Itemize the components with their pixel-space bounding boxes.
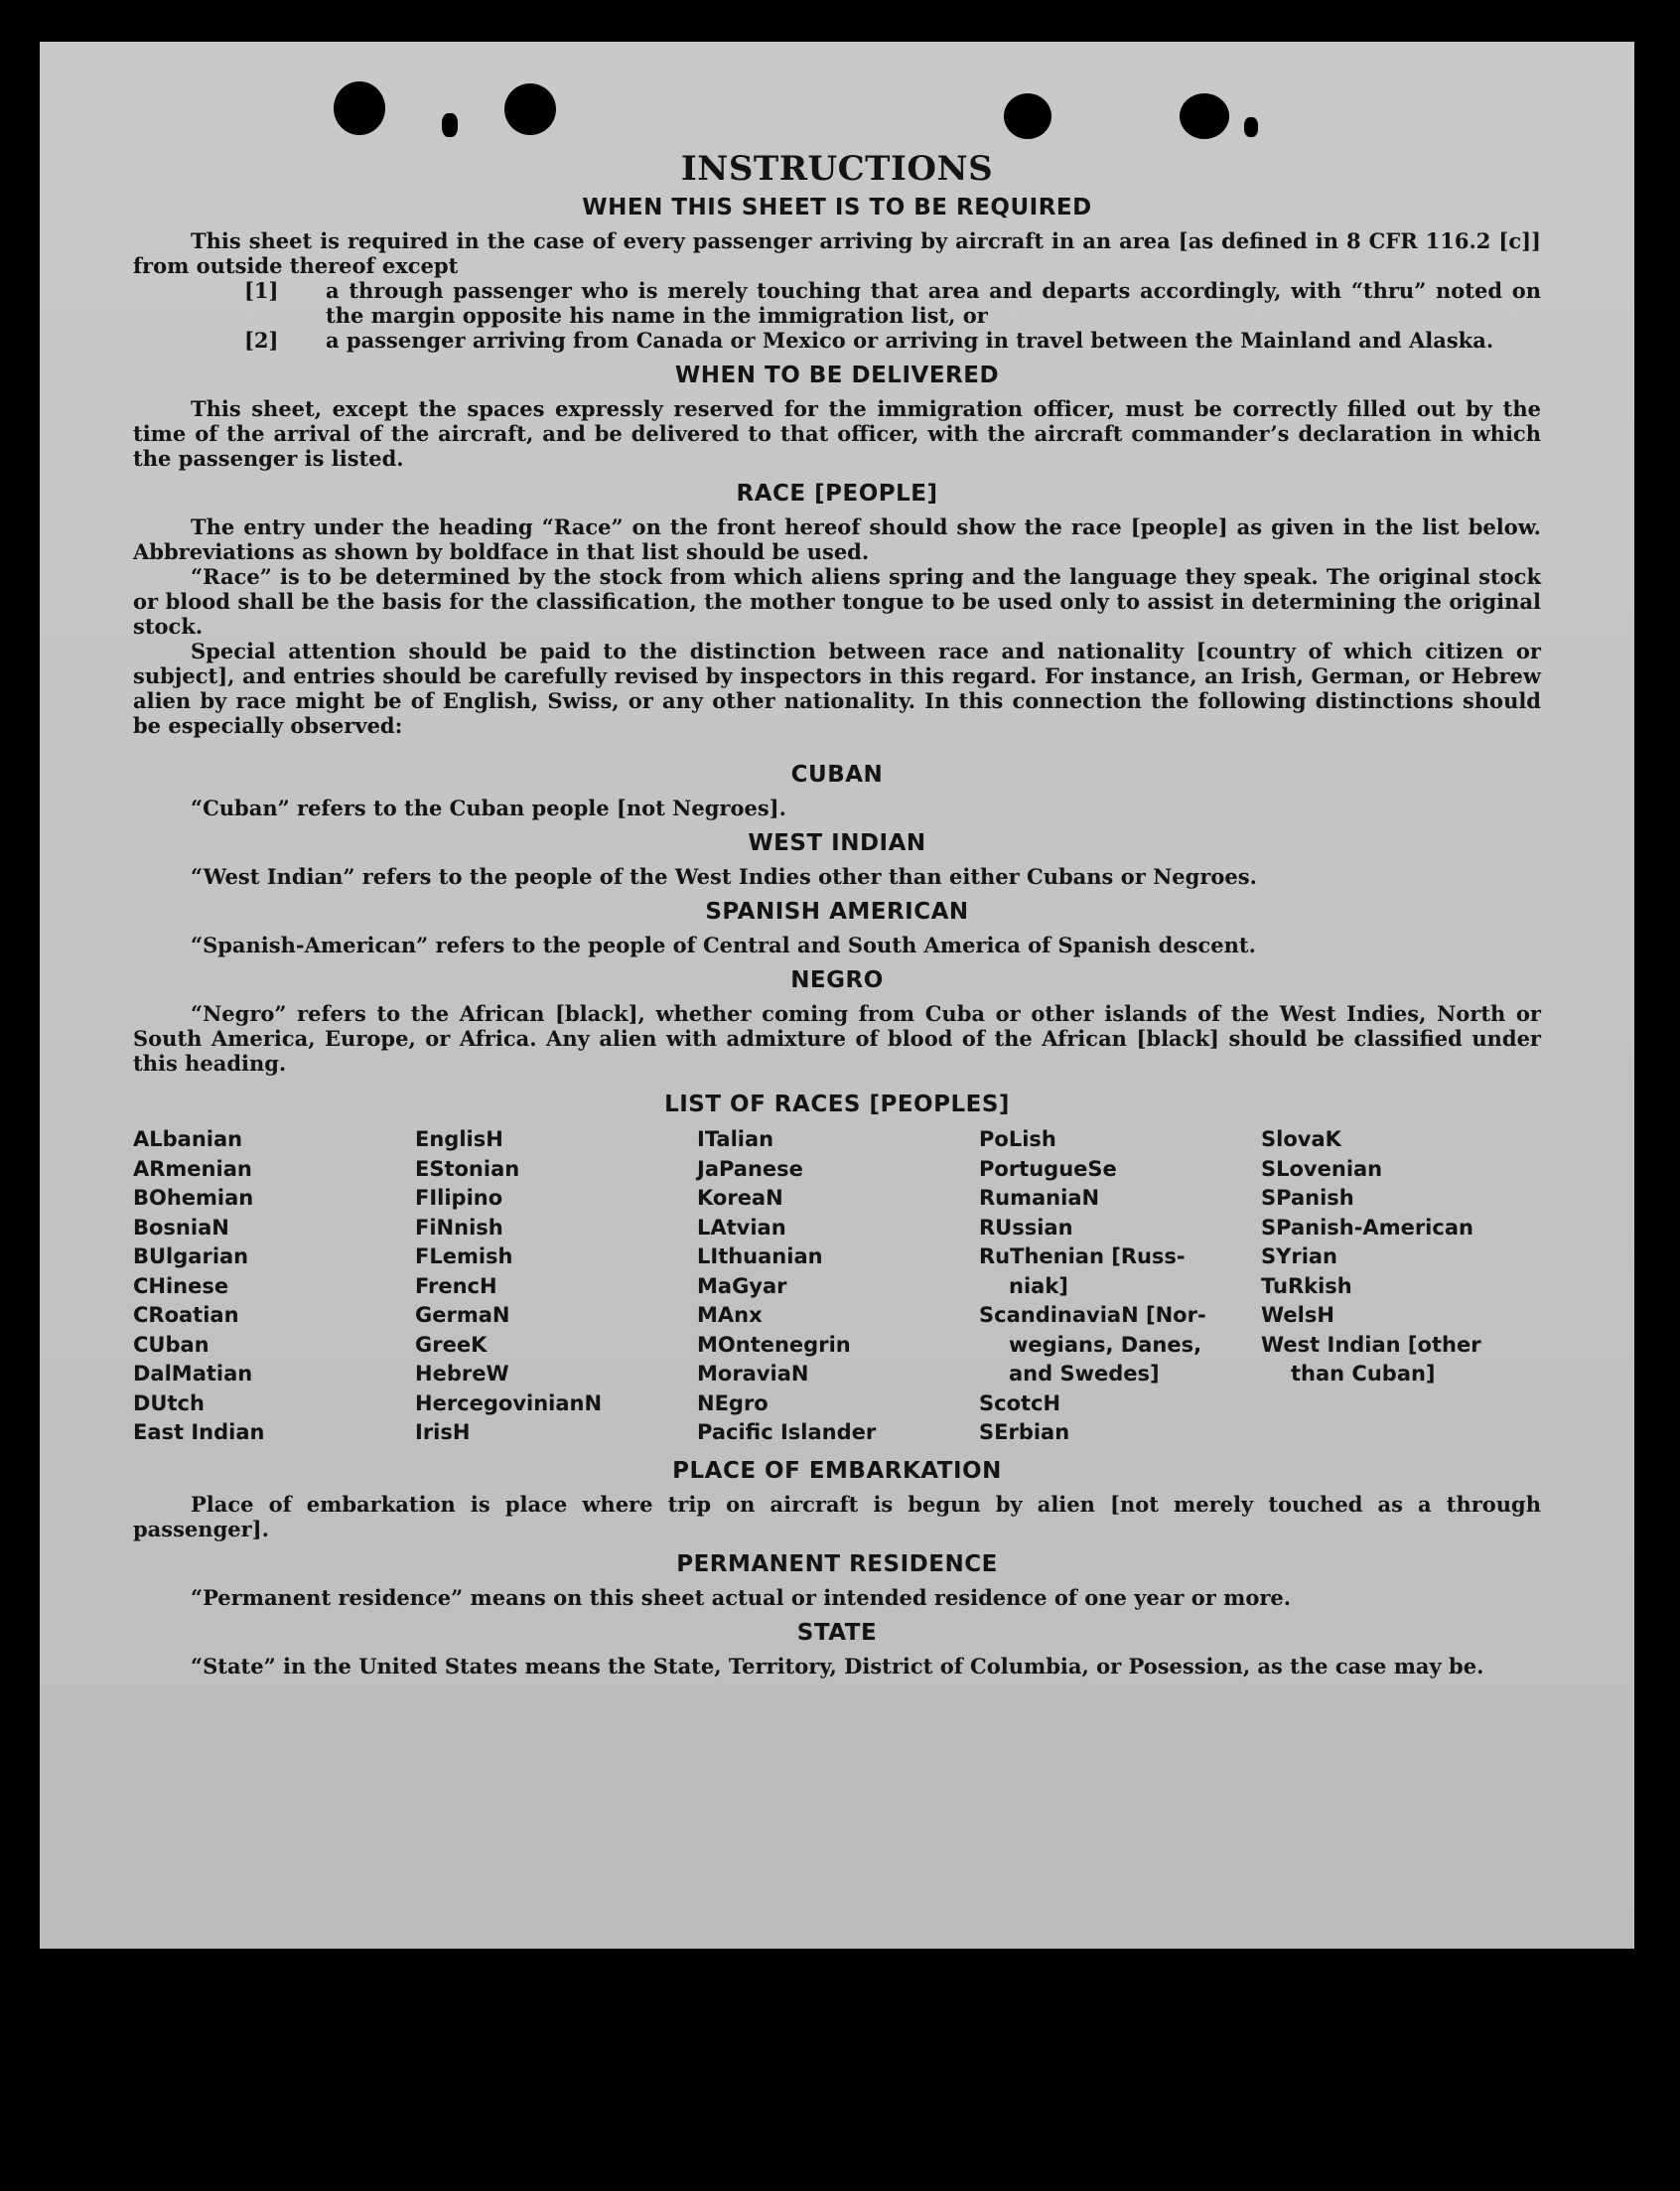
instructions-content xyxy=(133,147,1541,1679)
exception-item xyxy=(244,278,1541,328)
race-entry: MOntenegrin xyxy=(697,1332,851,1357)
heading-race: RACE [PEOPLE] xyxy=(736,481,938,507)
race-entry: RUssian xyxy=(979,1215,1073,1240)
race-entry: SPanish xyxy=(1261,1186,1354,1210)
heading-spanish-american: SPANISH AMERICAN xyxy=(705,899,969,925)
races-column xyxy=(415,1125,697,1448)
race-paragraph: “Race” is to be determined by the stock from which aliens spring and the language they speak. The original stock or blood shall be the basis for the classification, the mother tongue to be used only to assist in determining the original stock. xyxy=(133,564,1541,639)
race-entry: DalMatian xyxy=(133,1362,253,1386)
race-entry: RuThenian [Russ- xyxy=(979,1244,1186,1268)
races-column xyxy=(1261,1125,1541,1448)
race-entry: HebreW xyxy=(415,1362,509,1386)
page-title: INSTRUCTIONS xyxy=(680,149,994,189)
race-entry: MAnx xyxy=(697,1303,763,1327)
heading-state: STATE xyxy=(796,1619,878,1646)
heading-negro: NEGRO xyxy=(790,967,884,993)
race-entry: SYrian xyxy=(1261,1244,1338,1268)
race-entry-continued: wegians, Danes, xyxy=(1009,1332,1202,1357)
races-column xyxy=(133,1125,415,1448)
race-entry: HercegovinianN xyxy=(415,1390,603,1415)
negro-text: “Negro” refers to the African [black], whether coming from Cuba or other islands of the West Indies, North or South America, Europe, or Africa. Any alien with admixture of blood of the African [black] should be classified under this heading. xyxy=(133,1001,1541,1076)
race-entry: BUlgarian xyxy=(133,1244,249,1268)
race-entry: FrencH xyxy=(415,1273,497,1298)
race-entry: West Indian [other xyxy=(1261,1332,1481,1357)
punch-hole xyxy=(1180,93,1229,139)
race-entry: FiNnish xyxy=(415,1215,503,1240)
race-entry: WelsH xyxy=(1261,1303,1334,1327)
west-indian-text: “West Indian” refers to the people of the West Indies other than either Cubans or Negroes. xyxy=(191,864,1257,889)
heading-list-of-races: LIST OF RACES [PEOPLES] xyxy=(664,1092,1010,1117)
race-entry: East Indian xyxy=(133,1420,265,1444)
races-column xyxy=(979,1125,1261,1448)
race-entry: IrisH xyxy=(415,1420,471,1444)
race-entry: LIthuanian xyxy=(697,1244,823,1268)
race-entry-continued: niak] xyxy=(1009,1273,1068,1298)
race-entry: JaPanese xyxy=(697,1156,803,1181)
punch-hole xyxy=(1004,93,1051,139)
cuban-text: “Cuban” refers to the Cuban people [not Negroes]. xyxy=(191,796,786,820)
race-entry: GermaN xyxy=(415,1303,510,1327)
race-entry: FLemish xyxy=(415,1244,513,1268)
race-entry: PortugueSe xyxy=(979,1156,1117,1181)
race-entry-continued: and Swedes] xyxy=(1009,1362,1160,1386)
heading-permanent-residence: PERMANENT RESIDENCE xyxy=(676,1550,998,1577)
race-entry: ALbanian xyxy=(133,1127,243,1151)
race-entry: KoreaN xyxy=(697,1186,783,1210)
exception-text: a through passenger who is merely touching that area and departs accordingly, with “thru” noted on the margin opposite his name in the immigration list, or xyxy=(326,278,1541,328)
races-column xyxy=(697,1125,979,1448)
heading-delivered: WHEN TO BE DELIVERED xyxy=(674,363,1000,388)
race-entry: CRoatian xyxy=(133,1303,239,1327)
race-entry: ARmenian xyxy=(133,1156,252,1181)
delivered-text: This sheet, except the spaces expressly reserved for the immigration officer, must be correctly filled out by the time of the arrival of the aircraft, and be delivered to that officer, with the aircraft commander’s declaration in which the passenger is listed. xyxy=(133,396,1541,471)
required-text: This sheet is required in the case of every passenger arriving by aircraft in an area [as defined in 8 CFR 116.2 [c]] from outside thereof except xyxy=(133,228,1541,278)
race-entry: CUban xyxy=(133,1332,210,1357)
race-entry: MoraviaN xyxy=(697,1362,809,1386)
race-entry: ScandinaviaN [Nor- xyxy=(979,1303,1206,1327)
heading-embarkation: PLACE OF EMBARKATION xyxy=(672,1457,1002,1484)
punch-hole xyxy=(1244,117,1258,137)
heading-required: WHEN THIS SHEET IS TO BE REQUIRED xyxy=(582,195,1092,220)
embarkation-text: Place of embarkation is place where trip on aircraft is begun by alien [not merely touched as a through passenger]. xyxy=(133,1491,1541,1541)
race-entry: EStonian xyxy=(415,1156,520,1181)
race-entry: EnglisH xyxy=(415,1127,503,1151)
permanent-residence-text: “Permanent residence” means on this sheet actual or intended residence of one year or more. xyxy=(191,1584,1292,1610)
races-list xyxy=(133,1125,1541,1448)
race-entry: FIlipino xyxy=(415,1186,503,1210)
race-entry: ScotcH xyxy=(979,1390,1061,1415)
race-paragraph: The entry under the heading “Race” on the front hereof should show the race [people] as given in the list below. Abbreviations as shown by boldface in that list should be used. xyxy=(133,514,1541,564)
race-entry: ITalian xyxy=(697,1127,774,1151)
punch-hole xyxy=(334,81,385,135)
exception-number: [1] xyxy=(244,278,279,303)
race-entry: CHinese xyxy=(133,1273,229,1298)
punch-hole xyxy=(504,83,556,135)
punch-hole xyxy=(442,113,458,137)
race-entry: BosniaN xyxy=(133,1215,229,1240)
race-entry: DUtch xyxy=(133,1390,205,1415)
heading-cuban: CUBAN xyxy=(790,762,884,788)
race-entry: TuRkish xyxy=(1261,1273,1352,1298)
race-entry: MaGyar xyxy=(697,1273,787,1298)
race-entry-continued: than Cuban] xyxy=(1291,1362,1436,1386)
race-entry: SLovenian xyxy=(1261,1156,1383,1181)
race-entry: RumaniaN xyxy=(979,1186,1100,1210)
race-entry: GreeK xyxy=(415,1332,488,1357)
race-paragraph: Special attention should be paid to the distinction between race and nationality [country of which citizen or subject], and entries should be carefully revised by inspectors in this regard. For instance, an Irish, German, or Hebrew alien by race might be of English, Swiss, or any other nationality. In this connection the following distinctions should be especially observed: xyxy=(133,639,1541,738)
exception-number: [2] xyxy=(244,328,279,353)
race-entry: PoLish xyxy=(979,1127,1056,1151)
race-entry: SlovaK xyxy=(1261,1127,1341,1151)
exception-item xyxy=(244,328,1541,353)
heading-west-indian: WEST INDIAN xyxy=(748,830,926,856)
race-entry: NEgro xyxy=(697,1390,769,1415)
race-entry: BOhemian xyxy=(133,1186,254,1210)
race-entry: SPanish-American xyxy=(1261,1215,1473,1240)
state-text: “State” in the United States means the State, Territory, District of Columbia, or Posession, as the case may be. xyxy=(191,1653,1484,1679)
spanish-american-text: “Spanish-American” refers to the people of Central and South America of Spanish descent. xyxy=(191,933,1256,957)
race-entry: Pacific Islander xyxy=(697,1420,877,1444)
race-entry: LAtvian xyxy=(697,1215,786,1240)
race-entry: SErbian xyxy=(979,1420,1070,1444)
document-page xyxy=(40,42,1634,1949)
exception-text: a passenger arriving from Canada or Mexico or arriving in travel between the Mainland and Alaska. xyxy=(326,328,1494,353)
